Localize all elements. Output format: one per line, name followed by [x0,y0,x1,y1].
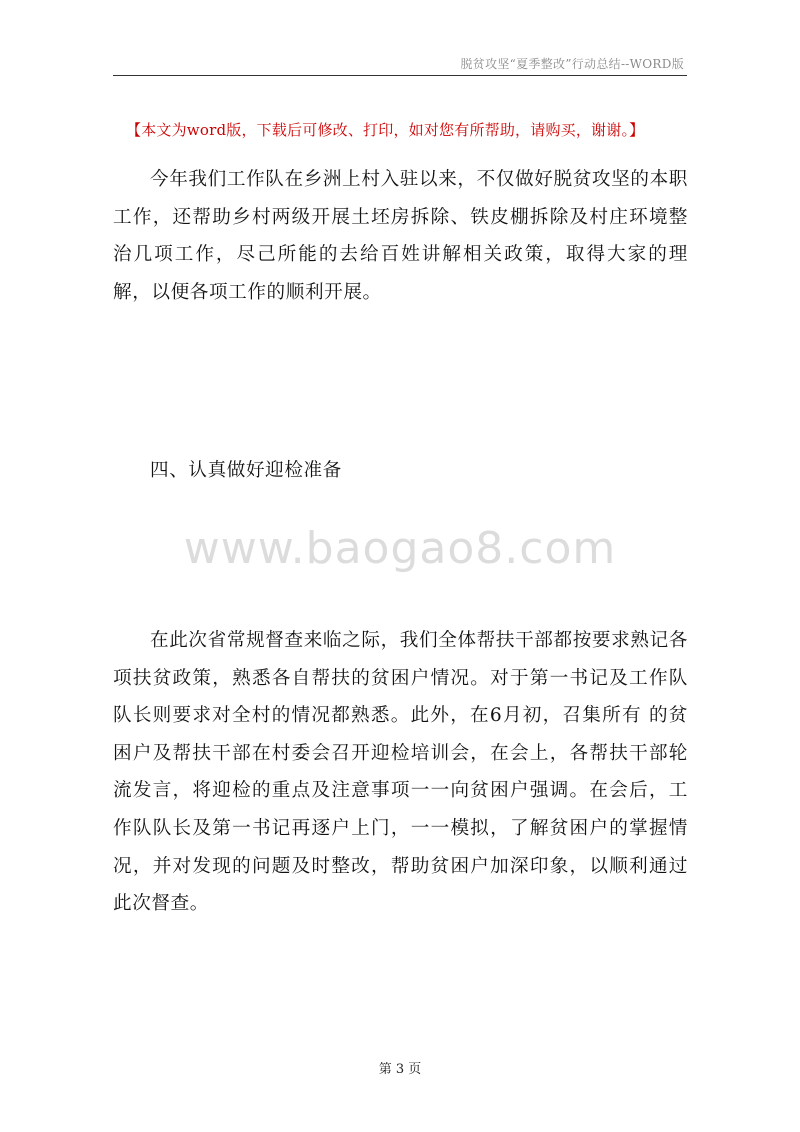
document-header-title: 脱贫攻坚“夏季整改”行动总结--WORD版 [460,57,684,71]
watermark: www.baogao8.com [183,523,617,574]
download-notice: 【本文为word版，下载后可修改、打印，如对您有所帮助，请购买，谢谢。】 [126,121,645,139]
body-paragraph-1: 今年我们工作队在乡洲上村入驻以来，不仅做好脱贫攻坚的本职工作，还帮助乡村两级开展土坯房拆除、铁皮棚拆除及村庄环境整治几项工作，尽己所能的去给百姓讲解相关政策，取得大家的理解，以便各项工作的顺利开展。 [113,169,688,303]
section-heading: 四、认真做好迎检准备 [150,460,342,481]
body-paragraph-2: 在此次省常规督查来临之际，我们全体帮扶干部都按要求熟记各项扶贫政策，熟悉各自帮扶的贫困户情况。对于第一书记及工作队队长则要求对全村的情况都熟悉。此外，在6月初，召集所有 的贫困户及帮扶干部在村委会召开迎检培训会，在会上，各帮扶干部轮流发言，将迎检的重点及注意事项一一向贫困户强调。在会后，工作队队长及第一书记再逐户上门，一一模拟，了解贫困户的掌握情况，并对发现的问题及时整改，帮助贫困户加深印象，以顺利通过此次督查。 [113,630,688,915]
header-divider [113,75,687,76]
page-number: 第 3 页 [378,1062,422,1077]
